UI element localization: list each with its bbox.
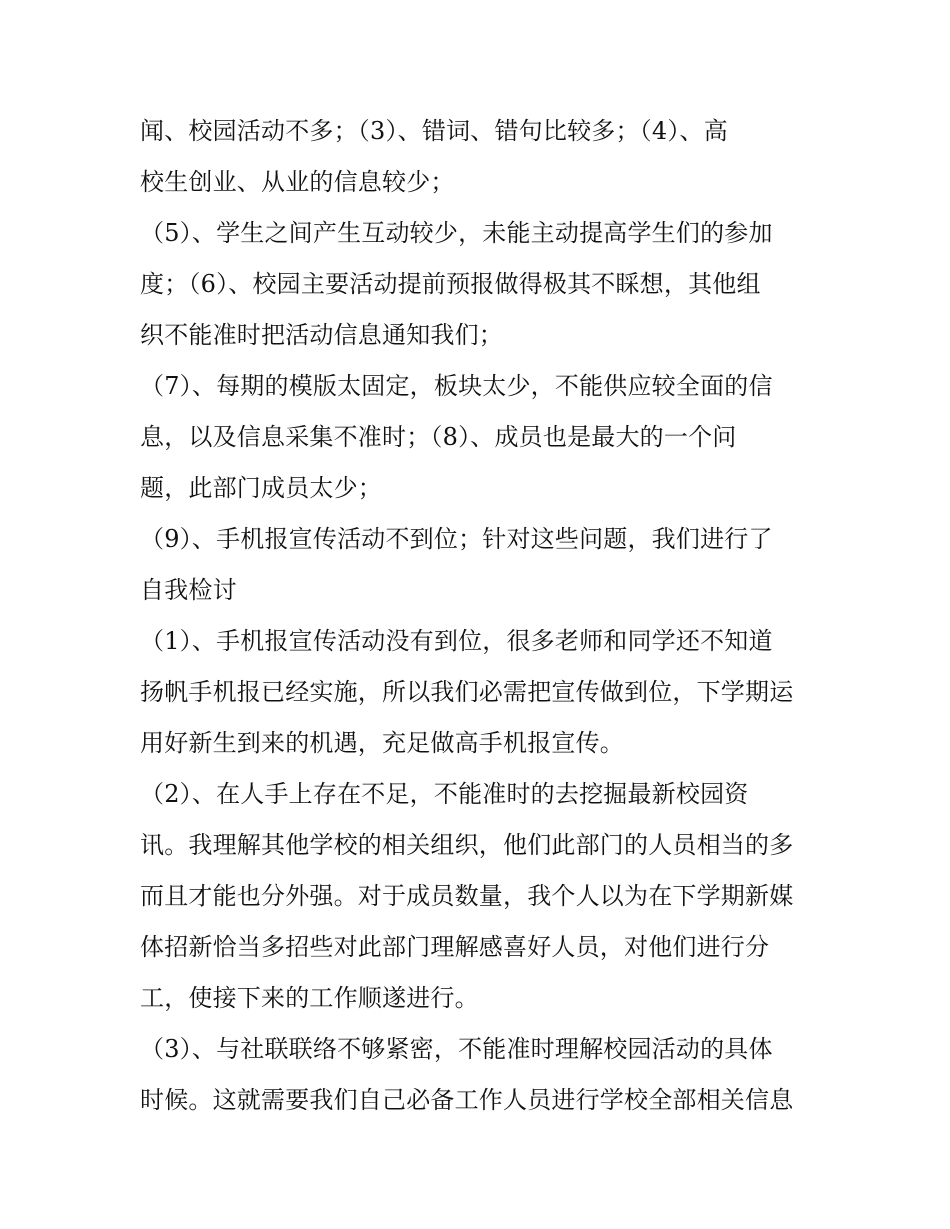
text-line: 题，此部门成员太少； (140, 474, 382, 502)
text-line: （2）、在人手上存在不足，不能准时的去挖掘最新校园资 (140, 780, 749, 808)
body-text (140, 106, 830, 1126)
text-line: （3）、与社联联络不够紧密，不能准时理解校园活动的具体 (140, 1035, 773, 1063)
text-line: 而且才能也分外强。对于成员数量，我个人以为在下学期新媒 (140, 882, 794, 910)
text-line: （9）、手机报宣传活动不到位；针对这些问题，我们进行了 (140, 525, 773, 553)
text-line: 工，使接下来的工作顺遂进行。 (140, 984, 479, 1012)
text-line: 闻、校园活动不多；（3）、错词、错句比较多；（4）、高 (140, 117, 728, 145)
text-line: 体招新恰当多招些对此部门理解感喜好人员，对他们进行分 (140, 933, 770, 961)
text-line: 用好新生到来的机遇，充足做高手机报宣传。 (140, 729, 624, 757)
text-line: 织不能准时把活动信息通知我们； (140, 321, 503, 349)
text-line: （1）、手机报宣传活动没有到位，很多老师和同学还不知道 (140, 627, 773, 655)
text-line: 扬帆手机报已经实施，所以我们必需把宣传做到位，下学期运 (140, 678, 794, 706)
text-line: 自我检讨 (140, 576, 237, 604)
text-line: 息，以及信息采集不准时；（8）、成员也是最大的一个问 (140, 423, 737, 451)
text-line: 校生创业、从业的信息较少； (140, 168, 455, 196)
text-line: 度；（6）、校园主要活动提前预报做得极其不睬想，其他组 (140, 270, 761, 298)
text-line: （7）、每期的模版太固定，板块太少，不能供应较全面的信 (140, 372, 773, 400)
text-line: （5）、学生之间产生互动较少，未能主动提高学生们的参加 (140, 219, 773, 247)
text-line: 讯。我理解其他学校的相关组织，他们此部门的人员相当的多 (140, 831, 794, 859)
text-line: 时候。这就需要我们自己必备工作人员进行学校全部相关信息 (140, 1086, 794, 1114)
